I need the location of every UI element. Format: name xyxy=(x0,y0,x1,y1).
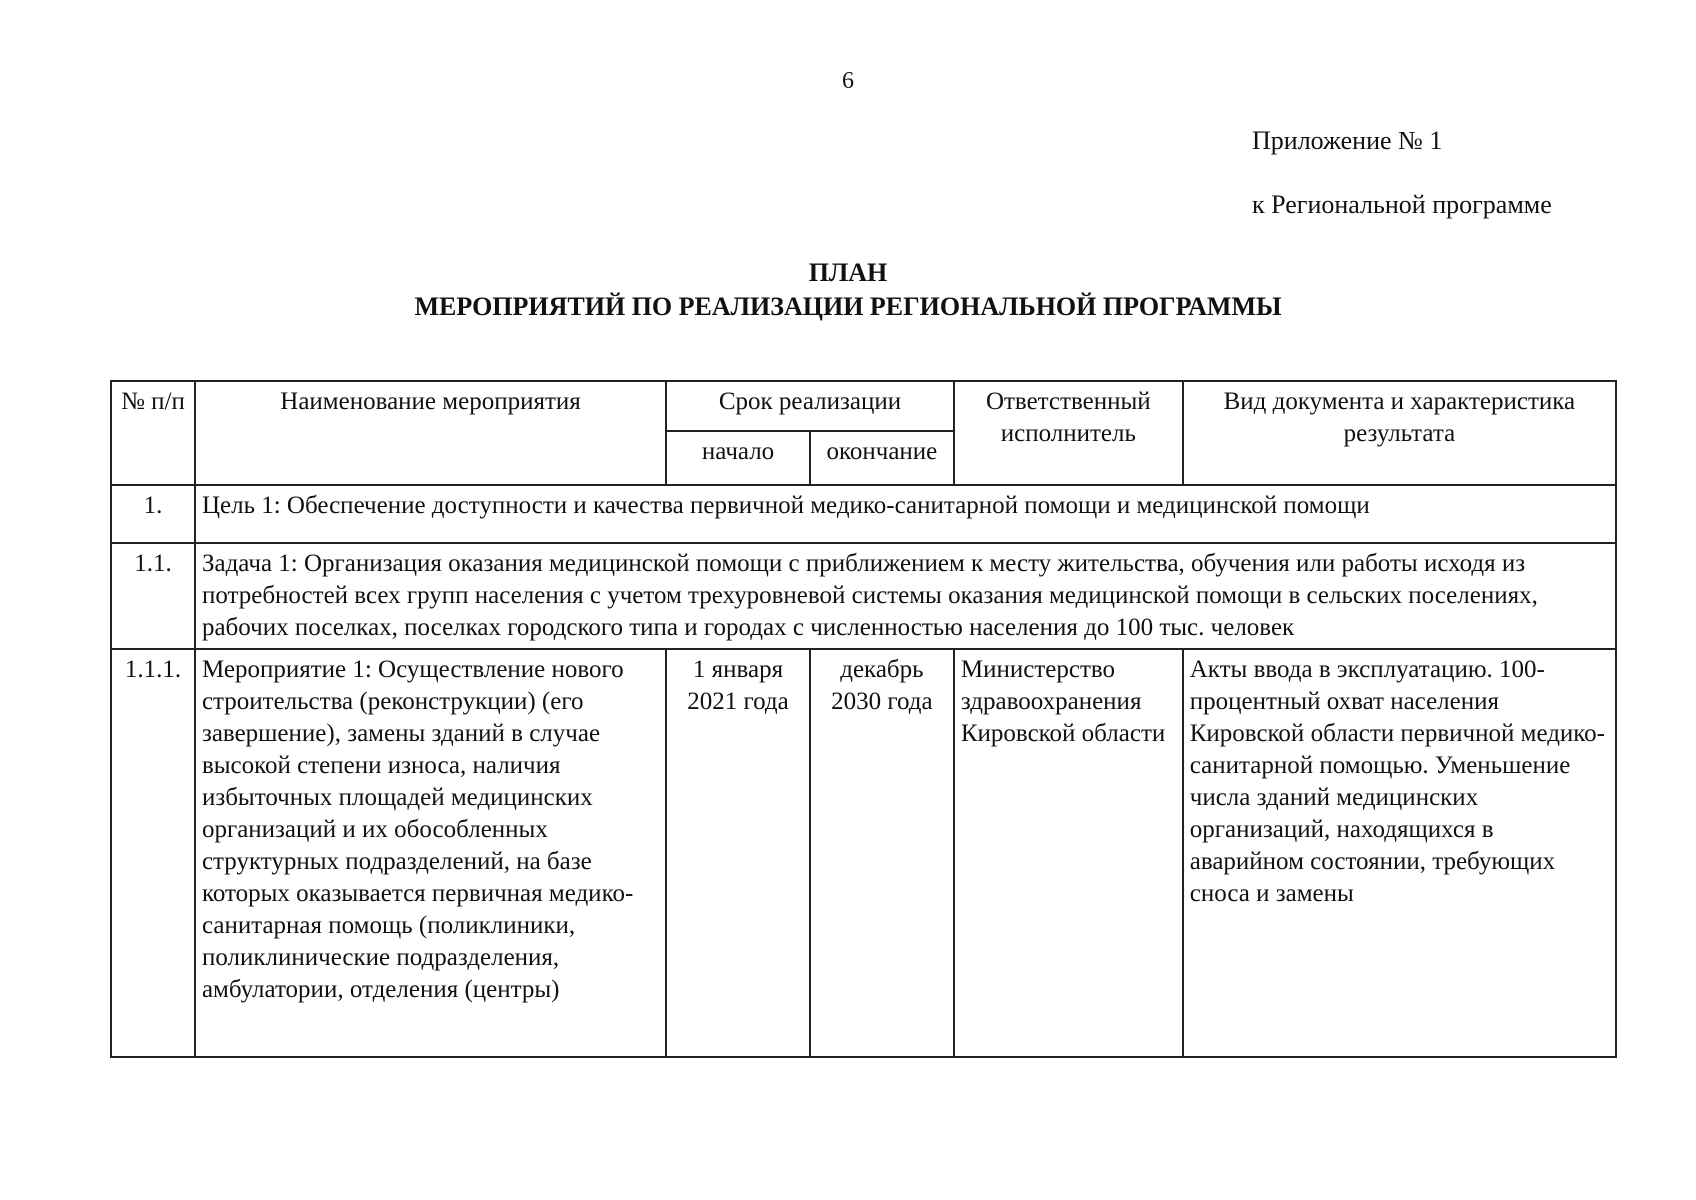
page-number: 6 xyxy=(842,68,854,94)
goal-text: Цель 1: Обеспечение доступности и качества первичной медико-санитарной помощи и медицинской помощи xyxy=(195,485,1616,543)
annex-subtitle: к Региональной программе xyxy=(1252,190,1552,219)
activity-row xyxy=(111,649,1616,1057)
annex-title: Приложение № 1 xyxy=(1252,126,1443,155)
activity-number: 1.1.1. xyxy=(111,649,195,1057)
activity-name: Мероприятие 1: Осуществление нового строительства (реконструкции) (его завершение), замены зданий в случае высокой степени износа, наличия избыточных площадей медицинских организаций и их обособленных структурных подразделений, на базе которых оказывается первичная медико-санитарная помощь (поликлиники, поликлинические подразделения, амбулатории, отделения (центры) xyxy=(195,649,666,1057)
title-line-1: ПЛАН xyxy=(808,258,888,287)
task-row xyxy=(111,543,1616,649)
header-row xyxy=(111,381,1616,431)
document-title xyxy=(0,256,1696,324)
header-period: Срок реализации xyxy=(666,381,954,431)
task-number: 1.1. xyxy=(111,543,195,649)
header-executor: Ответственный исполнитель xyxy=(954,381,1183,485)
activity-result: Акты ввода в эксплуатацию. 100-процентный охват населения Кировской области первичной медико-санитарной помощью. Уменьшение числа зданий медицинских организаций, находящихся в аварийном состоянии, требующих сноса и замены xyxy=(1183,649,1616,1057)
header-end: окончание xyxy=(810,431,954,485)
activity-executor: Министерство здравоохранения Кировской области xyxy=(954,649,1183,1057)
goal-row xyxy=(111,485,1616,543)
header-start: начало xyxy=(666,431,810,485)
header-result: Вид документа и характеристика результата xyxy=(1183,381,1616,485)
activity-end: декабрь 2030 года xyxy=(810,649,954,1057)
task-text: Задача 1: Организация оказания медицинской помощи с приближением к месту жительства, обучения или работы исходя из потребностей всех групп населения с учетом трехуровневой системы оказания медицинской помощи в сельских поселениях, рабочих поселках, поселках городского типа и городах с численностью населения до 100 тыс. человек xyxy=(195,543,1616,649)
plan-table xyxy=(110,380,1617,1058)
header-name: Наименование мероприятия xyxy=(195,381,666,485)
goal-number: 1. xyxy=(111,485,195,543)
activity-start: 1 января 2021 года xyxy=(666,649,810,1057)
title-line-2: МЕРОПРИЯТИЙ ПО РЕАЛИЗАЦИИ РЕГИОНАЛЬНОЙ ПРОГРАММЫ xyxy=(414,292,1282,321)
header-number: № п/п xyxy=(111,381,195,485)
